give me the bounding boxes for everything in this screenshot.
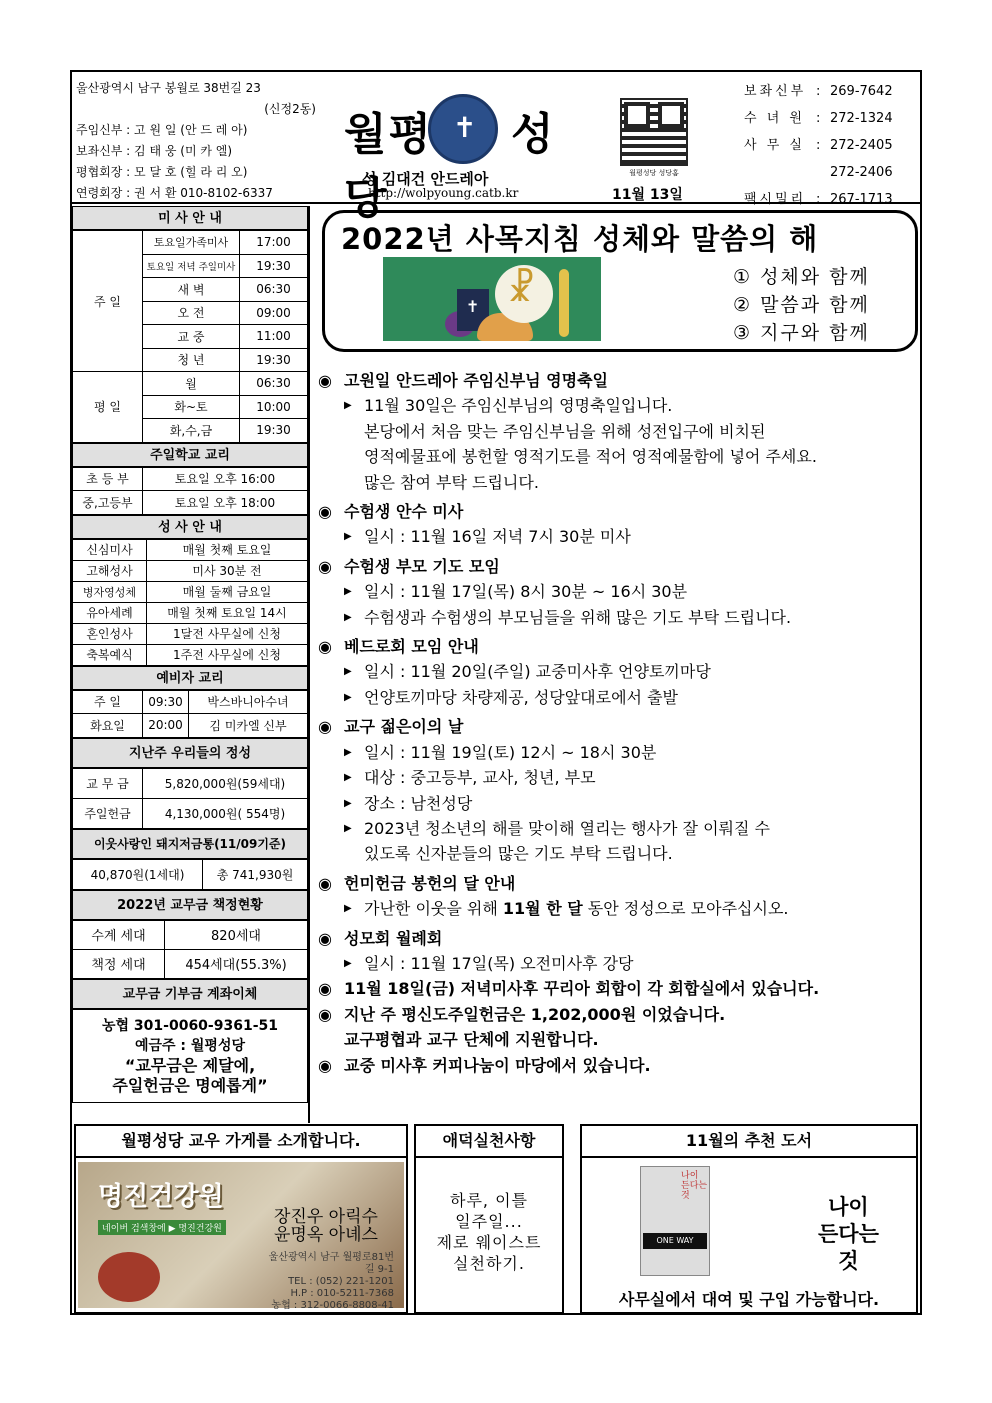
book-section [580,1124,918,1314]
triangle-bullet-icon: ▶ [344,903,352,915]
bank-transfer-title: 교무금 기부금 계좌이체 [72,979,308,1009]
banner-title: 2022년 사목지침 성체와 말씀의 해 [341,222,819,256]
staff-line: 연령회장 : 권 서 환 010-8102-6337 [76,186,273,200]
piggy-bank-title: 이웃사랑인 돼지저금통(11/09기준) [72,829,308,859]
notice-item: ▶ 2023년 청소년의 해를 맞이해 열리는 행사가 잘 이뤄질 수 [318,816,918,841]
catechumen-table [72,690,308,738]
notice-heading: ◉ 고원일 안드레아 주임신부님 영명축일 [318,368,918,393]
table-row: 토요일 저녁 주일미사 19:30 [73,254,308,278]
triangle-bullet-icon: ▶ [344,797,352,809]
bullet-icon: ◉ [318,1004,332,1024]
sunday-school-table [72,467,308,515]
table-row: 새 벽 06:30 [73,278,308,302]
qr-caption: 월평성당 성당홈 [629,169,679,177]
issue-date: 11월 13일 [612,187,683,203]
wheat-icon [559,269,569,337]
notice-item: ▶ 대상 : 중고등부, 교사, 청년, 부모 [318,765,918,790]
table-row: 교 중 11:00 [73,325,308,349]
catechumen-title: 예비자 교리 [72,666,308,690]
table-row: 중,고등부 토요일 오후 18:00 [73,491,308,515]
contact-row: 보좌신부 : 269-7642 [744,84,893,99]
notice-item: ▶ 일시 : 11월 17일(목) 8시 30분 ~ 16시 30분 [318,579,918,604]
table-row: 화요일 20:00 김 미카엘 신부 [73,714,308,738]
staff-line: 주임신부 : 고 원 일 (안 드 레 아) [76,123,248,137]
notice-item: ▶ 일시 : 11월 16일 저녁 7시 30분 미사 [318,524,918,549]
charity-section [414,1124,564,1314]
triangle-bullet-icon: ▶ [344,691,352,703]
notice-heading: ◉ 수험생 부모 기도 모임 [318,554,918,579]
mass-schedule-table [72,230,308,443]
book-title: 나이 든다는 것 [818,1195,879,1273]
sidebar [72,206,310,1123]
eucharist-image [383,257,601,341]
table-row: 수계 세대 820세대 [73,920,308,949]
store-owners: 장진우 아릭수 윤명옥 아녜스 [274,1207,378,1245]
dues-title: 2022년 교무금 책정현황 [72,890,308,920]
bullet-icon: ◉ [318,502,332,522]
book-cover[interactable] [640,1166,710,1276]
notice-heading-continued: 교구평협과 교구 단체에 지원합니다. [344,1030,599,1050]
staff-line: 보좌신부 : 김 태 웅 (미 카 엘) [76,144,233,158]
table-row: 고해성사 미사 30분 전 [73,560,308,581]
address-district: (신정2동) [264,102,316,116]
contact-row: 팩시밀리 : 267-1713 [744,192,893,207]
store-contact: 울산광역시 남구 월평로81번길 9-1 TEL : (052) 221-1201 H.P : 010-5211-7368 농협 : 312-0066-8808-41 [268,1252,394,1311]
contact-row: 사 무 실 : 272-2405 [744,138,893,153]
notice-item: ▶ 장소 : 남천성당 [318,791,918,816]
table-row: 40,870원(1세대) 총 741,930원 [73,859,308,889]
notice-item: ▶ 일시 : 11월 17일(목) 오전미사후 강당 [318,951,918,976]
triangle-bullet-icon: ▶ [344,611,352,623]
triangle-bullet-icon: ▶ [344,666,352,678]
contact-list [744,78,918,213]
address: 울산광역시 남구 봉월로 38번길 23 [76,81,261,95]
table-row: 주일헌금 4,130,000원( 554명) [73,798,308,828]
table-row: 책정 세대 454세대(55.3%) [73,949,308,978]
staff-line: 평협회장 : 모 달 호 (힐 라 리 오) [76,165,248,179]
table-row: 화,수,금 19:30 [73,419,308,443]
bullet-icon: ◉ [318,637,332,657]
chi-rho-icon [495,265,553,323]
table-row: 초 등 부 토요일 오후 16:00 [73,467,308,491]
bulletin-page [70,70,922,1315]
notice-item: ▶ 11월 30일은 주임신부님의 영명축일입니다. [318,393,918,418]
book-cover-title: 나이 든다는 것 [681,1171,708,1201]
bullet-icon: ◉ [318,371,332,390]
offering-table [72,768,308,829]
dues-table [72,920,308,979]
weekday-label: 평 일 [73,372,143,443]
notice-heading: ◉ 교구 젊은이의 날 [318,714,918,739]
bank-account: 농협 301-0060-9361-51 [102,1017,278,1034]
notice-item: ▶ 수험생과 수험생의 부모님들을 위해 많은 기도 부탁 드립니다. [318,605,918,630]
table-row: 병자영성체 매월 둘째 금요일 [73,581,308,602]
triangle-bullet-icon: ▶ [344,400,352,412]
notice-heading: ◉ 베드로회 모임 안내 [318,634,918,659]
notice-heading: ◉ 헌미헌금 봉헌의 달 안내 [318,871,918,896]
list-item: ③ 지구와 함께 [733,322,870,344]
one-way-sign: ONE WAY [643,1233,707,1249]
table-row: 혼인성사 1달전 사무실에 신청 [73,623,308,644]
notice-item: ▶ 일시 : 11월 19일(토) 12시 ~ 18시 30분 [318,740,918,765]
table-row: 오 전 09:00 [73,301,308,325]
store-search-tag: 네이버 검색창에 ▶ 명진건강원 [98,1220,226,1235]
table-row: 축복예식 1주전 사무실에 신청 [73,644,308,665]
triangle-bullet-icon: ▶ [344,822,352,834]
bullet-icon: ◉ [318,873,332,893]
piggy-bank-table [72,859,308,890]
table-row: 유아세례 매월 첫째 토요일 14시 [73,602,308,623]
bullet-icon: ◉ [318,928,332,948]
triangle-bullet-icon: ▶ [344,531,352,543]
pastoral-guideline-banner [322,210,918,352]
notice-item: ▶ 가난한 이웃을 위해 11월 한 달 동안 정성으로 모아주십시오. [318,896,918,921]
notice-item: ▶ 일시 : 11월 20일(주일) 교중미사후 언양토끼마당 [318,659,918,684]
list-item: ② 말씀과 함께 [733,294,870,316]
bullet-icon: ◉ [318,979,332,999]
charity-title: 애덕실천사항 [416,1126,562,1158]
notice-heading: ◉ 교중 미사후 커피나눔이 마당에서 있습니다. [318,1053,918,1078]
notice-heading: ◉ 11월 18일(금) 저녁미사후 꾸리아 회합이 각 회합실에서 있습니다. [318,976,918,1001]
pomegranate-icon [98,1252,160,1302]
bullet-icon: ◉ [318,1055,332,1075]
store-section [74,1124,408,1314]
guideline-list [733,263,870,347]
triangle-bullet-icon: ▶ [344,957,352,969]
bullet-icon: ◉ [318,717,332,737]
mass-schedule-title: 미 사 안 내 [72,206,308,230]
patron-saint: 성 김대건 안드레아 [362,170,489,188]
store-section-title: 월평성당 교우 가게를 소개합니다. [76,1126,406,1158]
charity-text: 하루, 이틀 일주일... 제로 웨이스트 실천하기. [436,1191,542,1273]
contact-row: 수 녀 원 : 272-1324 [744,111,893,126]
table-row: 평 일 월 06:30 [73,372,308,396]
table-row: 신심미사 매월 첫째 토요일 [73,539,308,560]
list-item: ① 성체와 함께 [733,266,870,288]
offering-quote: 주일헌금은 명예롭게” [112,1075,268,1095]
book-availability: 사무실에서 대여 및 구입 가능합니다. [618,1290,880,1309]
bullet-icon: ◉ [318,556,332,576]
notices: ◉ 고원일 안드레아 주임신부님 영명축일 ▶ 11월 30일은 주임신부님의 영명축일입니다. 본당에서 처음 맞는 주임신부님을 위해 성전입구에 비치된 영적예물표에 봉헌할 영적기도를 적어 영적예물함에 넣어 주세요. 많은 참여 부탁 드립니다. ◉ 수험생 안수 미사 ▶ 일시 : 11월 16일 저녁 7시 30분 미사 ◉ 수험생 부모 기도 모임 ▶ 일시 : 11월 17일(목) 8시 30분 ~ 16시 30분 ▶ 수험생과 수험생의 부모님들을 위해 많은 기도 부탁 드립니다. ◉ 베드로회 모임 안내 ▶ 일시 : 11월 20일(주일) 교중미사후 언양토끼마당 ▶ 언양토끼마당 차량제공, 성당앞대로에서 출발 ◉ 교구 젊은이의 날 ▶ 일시 : 11월 19일(토) 12시 ~ 18시 30분 ▶ 대상 : 중고등부, 교사, 청년, 부모 ▶ 장소 : 남천성당 ▶ 2023년 청소년의 해를 맞이해 열리는 행사가 잘 이뤄질 수 있도록 신자분들의 많은 기도 부탁 드립니다. ◉ 헌미헌금 봉헌의 달 안내 ▶ 가난한 이웃을 위해 11월 한 달 동안 정성으로 모아주십시오. ◉ 성모회 월례회 ▶ 일시 : 11월 17일(목) 오전미사후 강당 ◉ 11월 18일(금) 저녁미사후 꾸리아 회합이 각 회합실에서 있습니다. ◉ 지난 주 평신도주일헌금은 1,202,000원 이었습니다. 교구평협과 교구 단체에 지원합니다. ◉ 교중 미사후 커피나눔이 마당에서 있습니다. [318,368,918,1078]
notice-heading: ◉ 성모회 월례회 [318,926,918,951]
bank-info [72,1009,308,1103]
offering-quote: “교무금은 제달에, [124,1055,256,1075]
store-ad[interactable] [78,1162,404,1311]
book-section-title: 11월의 추천 도서 [582,1126,916,1158]
table-row: 주 일 09:30 박스바니아수녀 [73,690,308,714]
triangle-bullet-icon: ▶ [344,586,352,598]
offering-title: 지난주 우리들의 정성 [72,738,308,768]
notice-heading: ◉ 수험생 안수 미사 [318,499,918,524]
store-name: 명진건강원 [98,1182,224,1212]
triangle-bullet-icon: ▶ [344,746,352,758]
account-holder: 예금주 : 월평성당 [134,1037,245,1054]
sunday-school-title: 주일학교 교리 [72,443,308,467]
qr-code-icon[interactable] [620,98,688,166]
parish-info [76,78,316,204]
notice-item: ▶ 언양토끼마당 차량제공, 성당앞대로에서 출발 [318,685,918,710]
triangle-bullet-icon: ▶ [344,772,352,784]
table-row: 교 무 금 5,820,000원(59세대) [73,768,308,798]
website-link[interactable]: http://wolpyoung.catb.kr [368,186,519,200]
table-row: 청 년 19:30 [73,348,308,372]
notice-heading: ◉ 지난 주 평신도주일헌금은 1,202,000원 이었습니다. [318,1002,918,1027]
table-row: 화~토 10:00 [73,395,308,419]
sacraments-title: 성 사 안 내 [72,515,308,539]
church-name: 월평 성당 [344,109,556,224]
contact-row: 272-2406 [830,165,893,180]
table-row: 주 일 토요일가족미사 17:00 [73,231,308,255]
sacraments-table [72,539,308,666]
sunday-label: 주 일 [73,231,143,372]
